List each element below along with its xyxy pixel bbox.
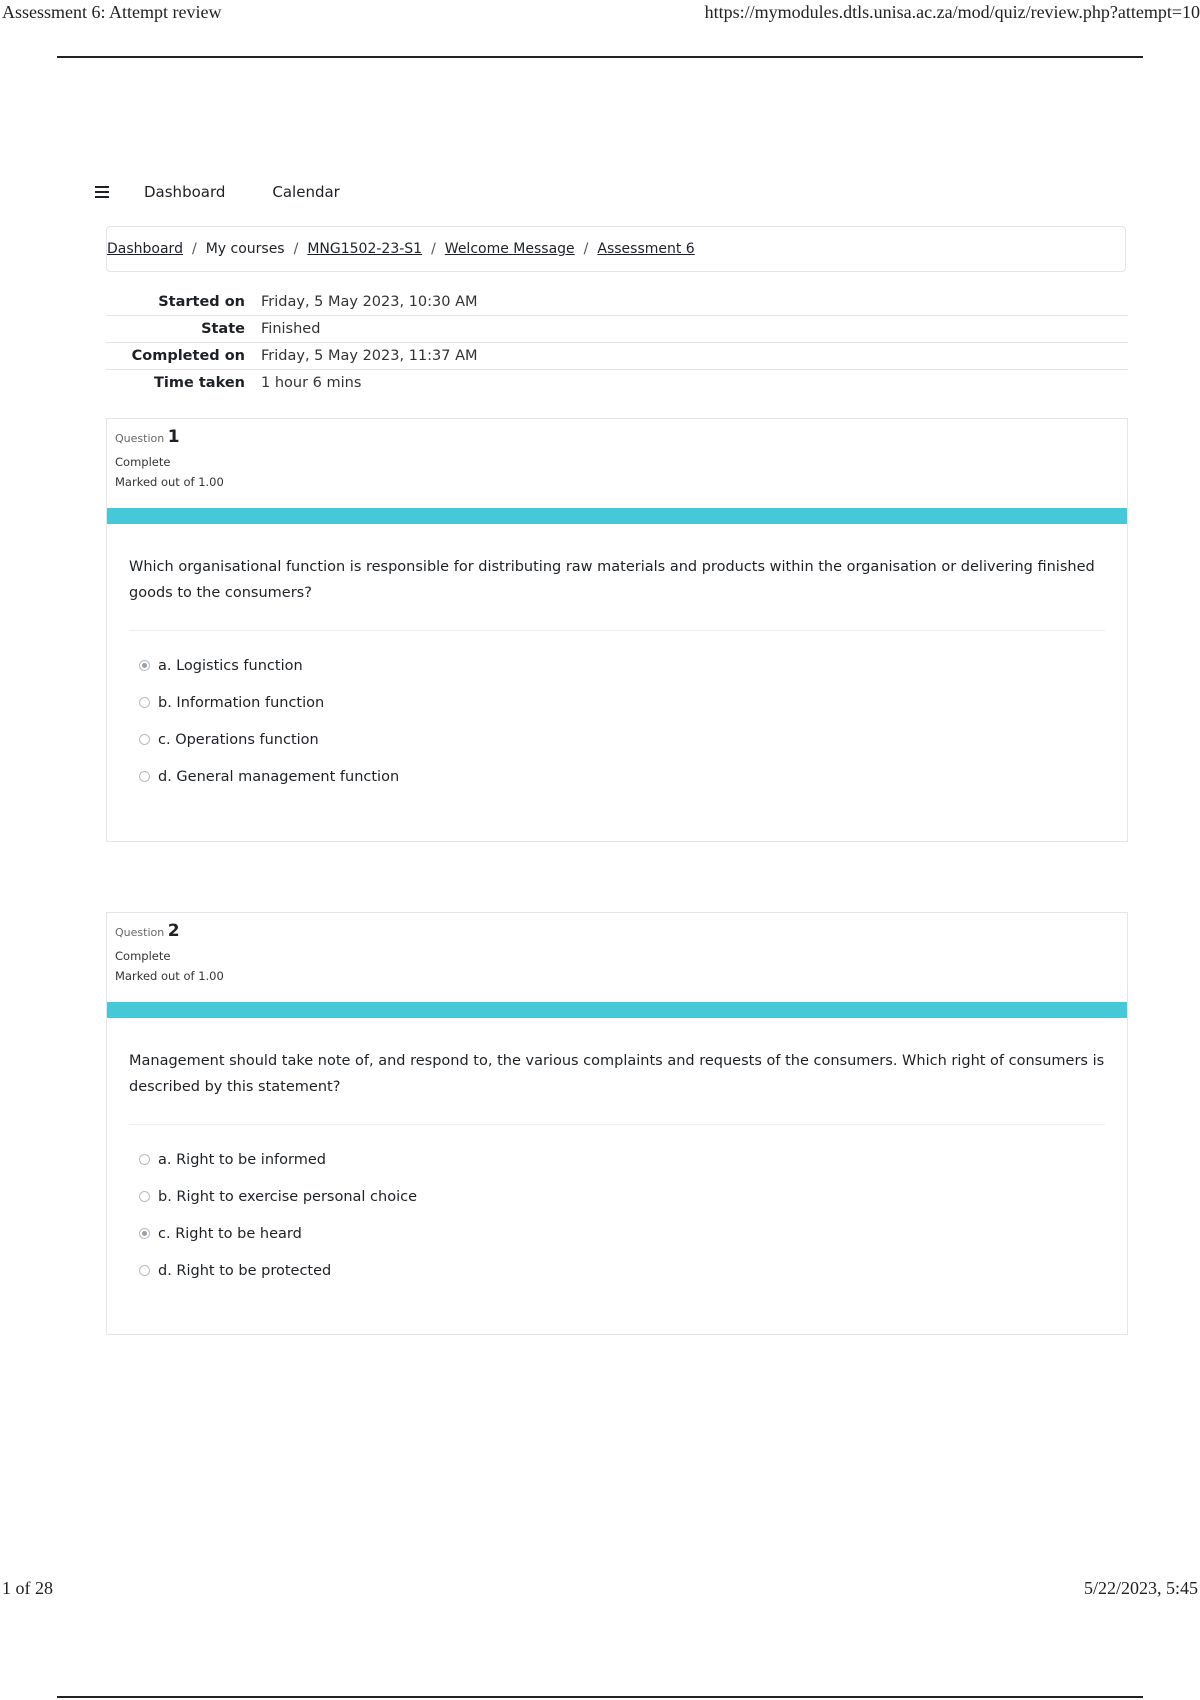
summary-row-completed (106, 343, 1128, 370)
nav-link-dashboard[interactable]: Dashboard (144, 183, 226, 201)
question-prefix: Question (115, 926, 165, 939)
question-prefix: Question (115, 432, 165, 445)
question-text: Management should take note of, and respond to, the various complaints and requests of the consumers. Which right of consumers is described by this statement? (129, 1048, 1105, 1125)
breadcrumb-separator: / (583, 241, 589, 257)
summary-label: State (201, 321, 245, 337)
question-state: Complete (115, 949, 171, 963)
print-page-url: https://mymodules.dtls.unisa.ac.za/mod/quiz/review.php?attempt=10 (704, 2, 1200, 22)
radio-button[interactable] (139, 734, 150, 745)
summary-value: Friday, 5 May 2023, 10:30 AM (261, 294, 478, 310)
breadcrumb-separator: / (431, 241, 436, 257)
answer-options (129, 631, 1105, 827)
answer-label: a. Right to be informed (158, 1151, 326, 1168)
summary-row-time-taken (106, 370, 1128, 396)
print-header (0, 2, 1200, 26)
nav-link-calendar[interactable]: Calendar (272, 183, 340, 201)
print-page-title: Assessment 6: Attempt review (2, 2, 222, 22)
navbar (82, 172, 387, 212)
print-footer (0, 1578, 1200, 1602)
answer-option[interactable] (139, 721, 1105, 758)
question-number (115, 921, 1119, 943)
answer-label: c. Operations function (158, 731, 319, 748)
question-1 (106, 418, 1128, 842)
answer-label: d. General management function (158, 768, 400, 785)
answer-label: b. Information function (158, 694, 325, 711)
summary-label: Completed on (131, 348, 245, 364)
question-number-value: 1 (167, 427, 180, 447)
attempt-summary (106, 289, 1128, 396)
answer-option[interactable] (139, 684, 1105, 721)
breadcrumb-my-courses: My courses (205, 241, 285, 257)
question-number-value: 2 (167, 921, 180, 941)
breadcrumb-assessment[interactable]: Assessment 6 (597, 241, 695, 257)
answer-option[interactable] (139, 758, 1105, 795)
summary-value: 1 hour 6 mins (261, 375, 362, 391)
question-header-bar (107, 1002, 1127, 1018)
breadcrumb-dashboard[interactable]: Dashboard (107, 241, 183, 257)
radio-button[interactable] (139, 771, 150, 782)
answer-option[interactable] (139, 647, 1105, 684)
question-text: Which organisational function is responsible for distributing raw materials and products within the organisation or delivering finished goods to the consumers? (129, 554, 1105, 631)
radio-button-selected[interactable] (139, 660, 150, 671)
radio-button-selected[interactable] (139, 1228, 150, 1239)
breadcrumb (106, 226, 1126, 272)
question-header-bar (107, 508, 1127, 524)
answer-option[interactable] (139, 1252, 1105, 1289)
page-counter: 1 of 28 (2, 1578, 53, 1598)
answer-label: a. Logistics function (158, 657, 303, 674)
answer-label: d. Right to be protected (158, 1262, 332, 1279)
answer-label: c. Right to be heard (158, 1225, 302, 1242)
breadcrumb-course[interactable]: MNG1502-23-S1 (307, 241, 423, 257)
summary-row-started (106, 289, 1128, 316)
answer-label: b. Right to exercise personal choice (158, 1188, 418, 1205)
question-info (107, 913, 1127, 1002)
question-state: Complete (115, 455, 171, 469)
breadcrumb-welcome-message[interactable]: Welcome Message (444, 241, 575, 257)
radio-button[interactable] (139, 1265, 150, 1276)
answer-option[interactable] (139, 1141, 1105, 1178)
answer-options (129, 1125, 1105, 1321)
summary-row-state (106, 316, 1128, 343)
summary-label: Started on (158, 294, 245, 310)
breadcrumb-separator: / (191, 241, 197, 257)
radio-button[interactable] (139, 1154, 150, 1165)
summary-value: Friday, 5 May 2023, 11:37 AM (261, 348, 478, 364)
radio-button[interactable] (139, 697, 150, 708)
answer-option[interactable] (139, 1215, 1105, 1252)
print-datetime: 5/22/2023, 5:45 (1083, 1578, 1198, 1598)
question-info (107, 419, 1127, 508)
top-rule (57, 56, 1143, 58)
bottom-rule (57, 1696, 1143, 1698)
question-content (107, 1018, 1127, 1321)
question-content (107, 524, 1127, 827)
question-2 (106, 912, 1128, 1335)
radio-button[interactable] (139, 1191, 150, 1202)
summary-value: Finished (261, 321, 321, 337)
question-number (115, 427, 1119, 449)
question-grade: Marked out of 1.00 (115, 969, 224, 983)
hamburger-menu-icon[interactable] (82, 172, 122, 212)
breadcrumb-separator: / (293, 241, 299, 257)
question-grade: Marked out of 1.00 (115, 475, 224, 489)
answer-option[interactable] (139, 1178, 1105, 1215)
summary-label: Time taken (154, 375, 245, 391)
